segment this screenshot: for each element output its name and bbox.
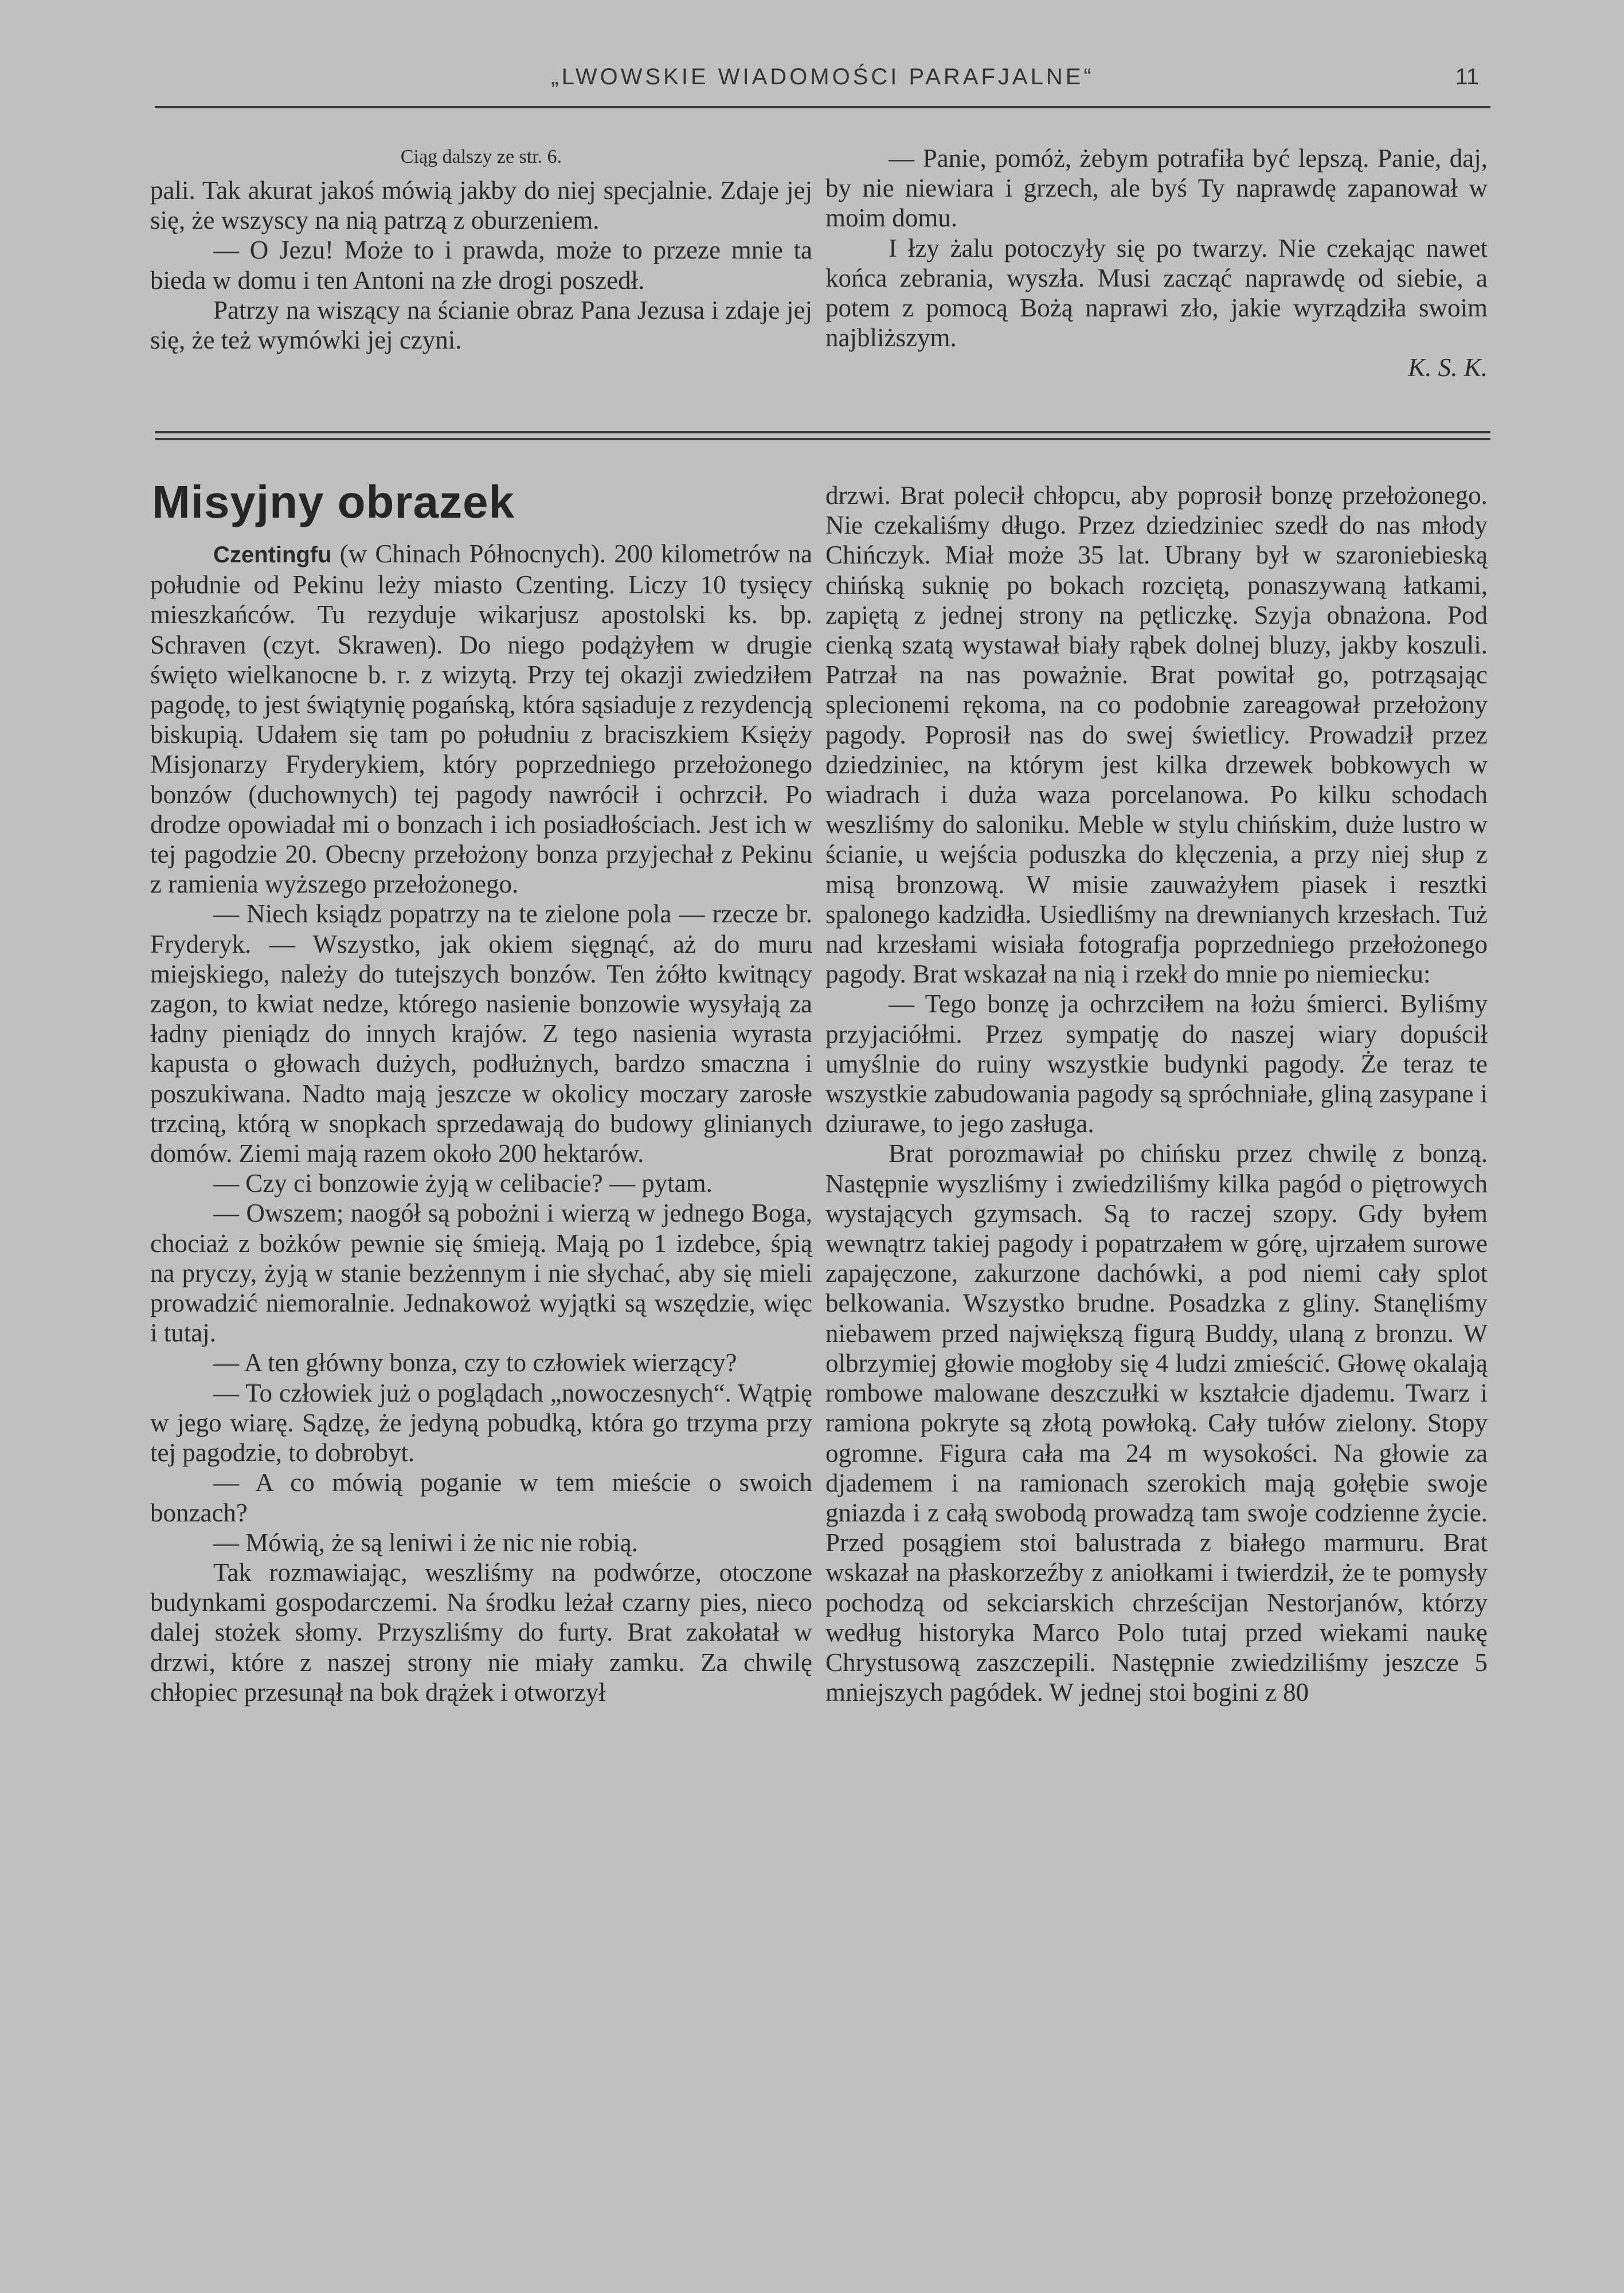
paragraph: — Panie, pomóż, żebym potrafiła być lepszą. Panie, daj, by nie niewiara i grzech, ale byś Ty naprawdę zapanował w moim domu. (825, 144, 1488, 233)
previous-article-left-column (150, 143, 812, 355)
paragraph: Brat porozmawiał po chińsku przez chwilę z bonzą. Następnie wyszliśmy i zwiedziliśmy kilka pagód o piętrowych wystających gzymsach. Są to raczej szopy. Gdy byłem wewnątrz takiej pagody i popatrzałem w górę, ujrzałem surowe zapajęczone, zakurzone dachówki, a pod niemi cały splot belkowania. Wszystko brudne. Posadzka z gliny. Stanęliśmy niebawem przed największą figurą Buddy, ulaną z bronzu. W olbrzymiej głowie mogłoby się 4 ludzi zmieścić. Głowę okalają rombowe malowane deszczułki w kształcie djademu. Twarz i ramiona pokryte są złotą powłoką. Cały tułów zielony. Stopy ogromne. Figura cała ma 24 m wysokości. Na głowie za djademem i na ramionach szerokich mają gołębie swoje gniazda i z całą swobodą prowadzą tam swoje codzienne życie. Przed posągiem stoi balustrada z białego marmuru. Brat wskazał na płaskorzeźby z aniołkami i twierdził, że te pomysły pochodzą od sekciarskich chrześcijan Nestorjanów, którzy według historyka Marco Polo tutaj przed wiekami naukę Chrystusową zaszczepili. Następnie zwiedziliśmy jeszcze 5 mniejszych pagódek. W jednej stoi bogini z 80 (825, 1139, 1488, 1707)
paragraph: — Mówią, że są leniwi i że nic nie robią. (213, 1528, 639, 1557)
paragraph: I łzy żalu potoczyły się po twarzy. Nie czekając nawet końca zebrania, wyszła. Musi zacząć naprawdę od siebie, a potem z pomocą Bożą naprawi zło, jakie wyrządziła swoim najbliższym. (825, 233, 1488, 353)
article-left-column (150, 539, 812, 1707)
signature-line (825, 353, 1488, 382)
author-signature: K. S. K. (1408, 353, 1488, 382)
paragraph: drzwi. Brat polecił chłopcu, aby poprosił bonzę przełożonego. Nie czekaliśmy długo. Przez dziedziniec szedł do nas młody Chińczyk. Miał może 35 lat. Ubrany był w szaroniebieską chińską suknię po bokach rozciętą, ponaszywaną łatkami, zapiętą z jednej strony na pętliczkę. Szyja obnażona. Pod cienką szatą wystawał biały rąbek dolnej bluzy, jakby koszuli. Patrzał na nas poważnie. Brat powitał go, potrząsając splecionemi rękoma, na co podobnie zareagował przełożony pagody. Poprosił nas do swej świetlicy. Prowadził przez dziedziniec, na którym jest kilka drzewek bobkowych w wiadrach i duża waza porcelanowa. Po kilku schodach weszliśmy do saloniku. Meble w stylu chińskim, duże lustro w ścianie, u wejścia poduszka do klęczenia, a przy niej słup z misą bronzową. W misie zauważyłem piasek i resztki spalonego kadzidła. Usiedliśmy na drewnianych krzesłach. Tuż nad krzesłami wisiała fotografja poprzedniego przełożonego pagody. Brat wskazał na nią i rzekł do mnie po niemiecku: (825, 481, 1488, 989)
paragraph: — Owszem; naogół są pobożni i wierzą w jednego Boga, chociaż z bożków pewnie się śmieją. Mają po 1 izdebce, śpią na pryczy, żyją w stanie bezżennym i nie słychać, aby się mieli prowadzić niemoralnie. Jednakowoż wyjątki są wszędzie, więc i tutaj. (150, 1199, 812, 1348)
article-right-column (825, 480, 1488, 1707)
publication-title: „LWOWSKIE WIADOMOŚCI PARAFJALNE“ (551, 64, 1094, 89)
paragraph: — To człowiek już o poglądach „nowoczesnych“. Wątpię w jego wiarę. Sądzę, że jedyną pobudką, która go trzyma przy tej pagodzie, to dobrobyt. (150, 1378, 812, 1468)
paragraph: Patrzy na wiszący na ścianie obraz Pana Jezusa i zdaje jej się, że też wymówki jej czyni. (150, 295, 812, 355)
article-title: Misyjny obrazek (152, 476, 515, 527)
running-header (155, 64, 1490, 104)
lead-paragraph: Czentingfu (w Chinach Północnych). 200 kilometrów na południe od Pekinu leży miasto Czenting. Liczy 10 tysięcy mieszkańców. Tu rezyduje wikarjusz apostolski ks. bp. Schraven (czyt. Skrawen). Do niego podążyłem w drugie święto wielkanocne b. r. z wizytą. Przy tej okazji zwiedziłem pagodę, to jest świątynię pogańską, która sąsiaduje z rezydencją biskupią. Udałem się tam po południu z braciszkiem Księży Misjonarzy Fryderykiem, który poprzedniego przełożonego bonzów (duchownych) tej pagody nawrócił i ochrzcił. Po drodze opowiadał mi o bonzach i ich posiadłościach. Jest ich w tej pagodzie 20. Obecny przełożony bonza przyjechał z Pekinu z ramienia wyższego przełożonego. (150, 539, 812, 899)
paragraph: — Czy ci bonzowie żyją w celibacie? — pytam. (213, 1169, 713, 1198)
paragraph: — A co mówią poganie w tem mieście o swoich bonzach? (150, 1468, 812, 1527)
paragraph: — Tego bonzę ja ochrzciłem na łożu śmierci. Byliśmy przyjaciółmi. Przez sympatję do naszej wiary dopuścił umyślnie do ruiny wszystkie budynki pagody. Że teraz te wszystkie zabudowania pagody są spróchniałe, gliną zasypane i dziurawe, to jego zasługa. (825, 989, 1488, 1138)
page-number: 11 (1455, 64, 1479, 89)
paragraph: pali. Tak akurat jakoś mówią jakby do niej specjalnie. Zdaje jej się, że wszyscy na nią patrzą z oburzeniem. (150, 176, 812, 235)
dateline: Czentingfu (213, 542, 332, 568)
header-rule (155, 106, 1490, 108)
paragraph: — Niech ksiądz popatrzy na te zielone pola — rzecze br. Fryderyk. — Wszystko, jak okiem sięgnąć, aż do muru miejskiego, należy do tutejszych bonzów. Ten żółto kwitnący zagon, to kwiat nedze, którego nasienie bonzowie wysyłają za ładny pieniądz do innych krajów. Z tego nasienia wyrasta kapusta o głowach dużych, podłużnych, bardzo smaczna i poszukiwana. Nadto mają jeszcze w okolicy moczary zarosłe trzciną, którą w snopkach sprzedawają do budowy glinianych domów. Ziemi mają razem około 200 hektarów. (150, 899, 812, 1168)
paragraph: Tak rozmawiając, weszliśmy na podwórze, otoczone budynkami gospodarczemi. Na środku leżał czarny pies, nieco dalej stożek słomy. Przyszliśmy do furty. Brat zakołatał w drzwi, które z naszej strony nie miały zamku. Za chwilę chłopiec przesunął na bok drążek i otworzył (150, 1558, 812, 1707)
section-divider (155, 431, 1490, 444)
paragraph: — A ten główny bonza, czy to człowiek wierzący? (213, 1348, 737, 1378)
previous-article-right-column (825, 143, 1488, 383)
paragraph: — O Jezu! Może to i prawda, może to przeze mnie ta bieda w domu i ten Antoni na złe drogi poszedł. (150, 236, 812, 295)
continued-note: Ciąg dalszy ze str. 6. (400, 146, 562, 167)
